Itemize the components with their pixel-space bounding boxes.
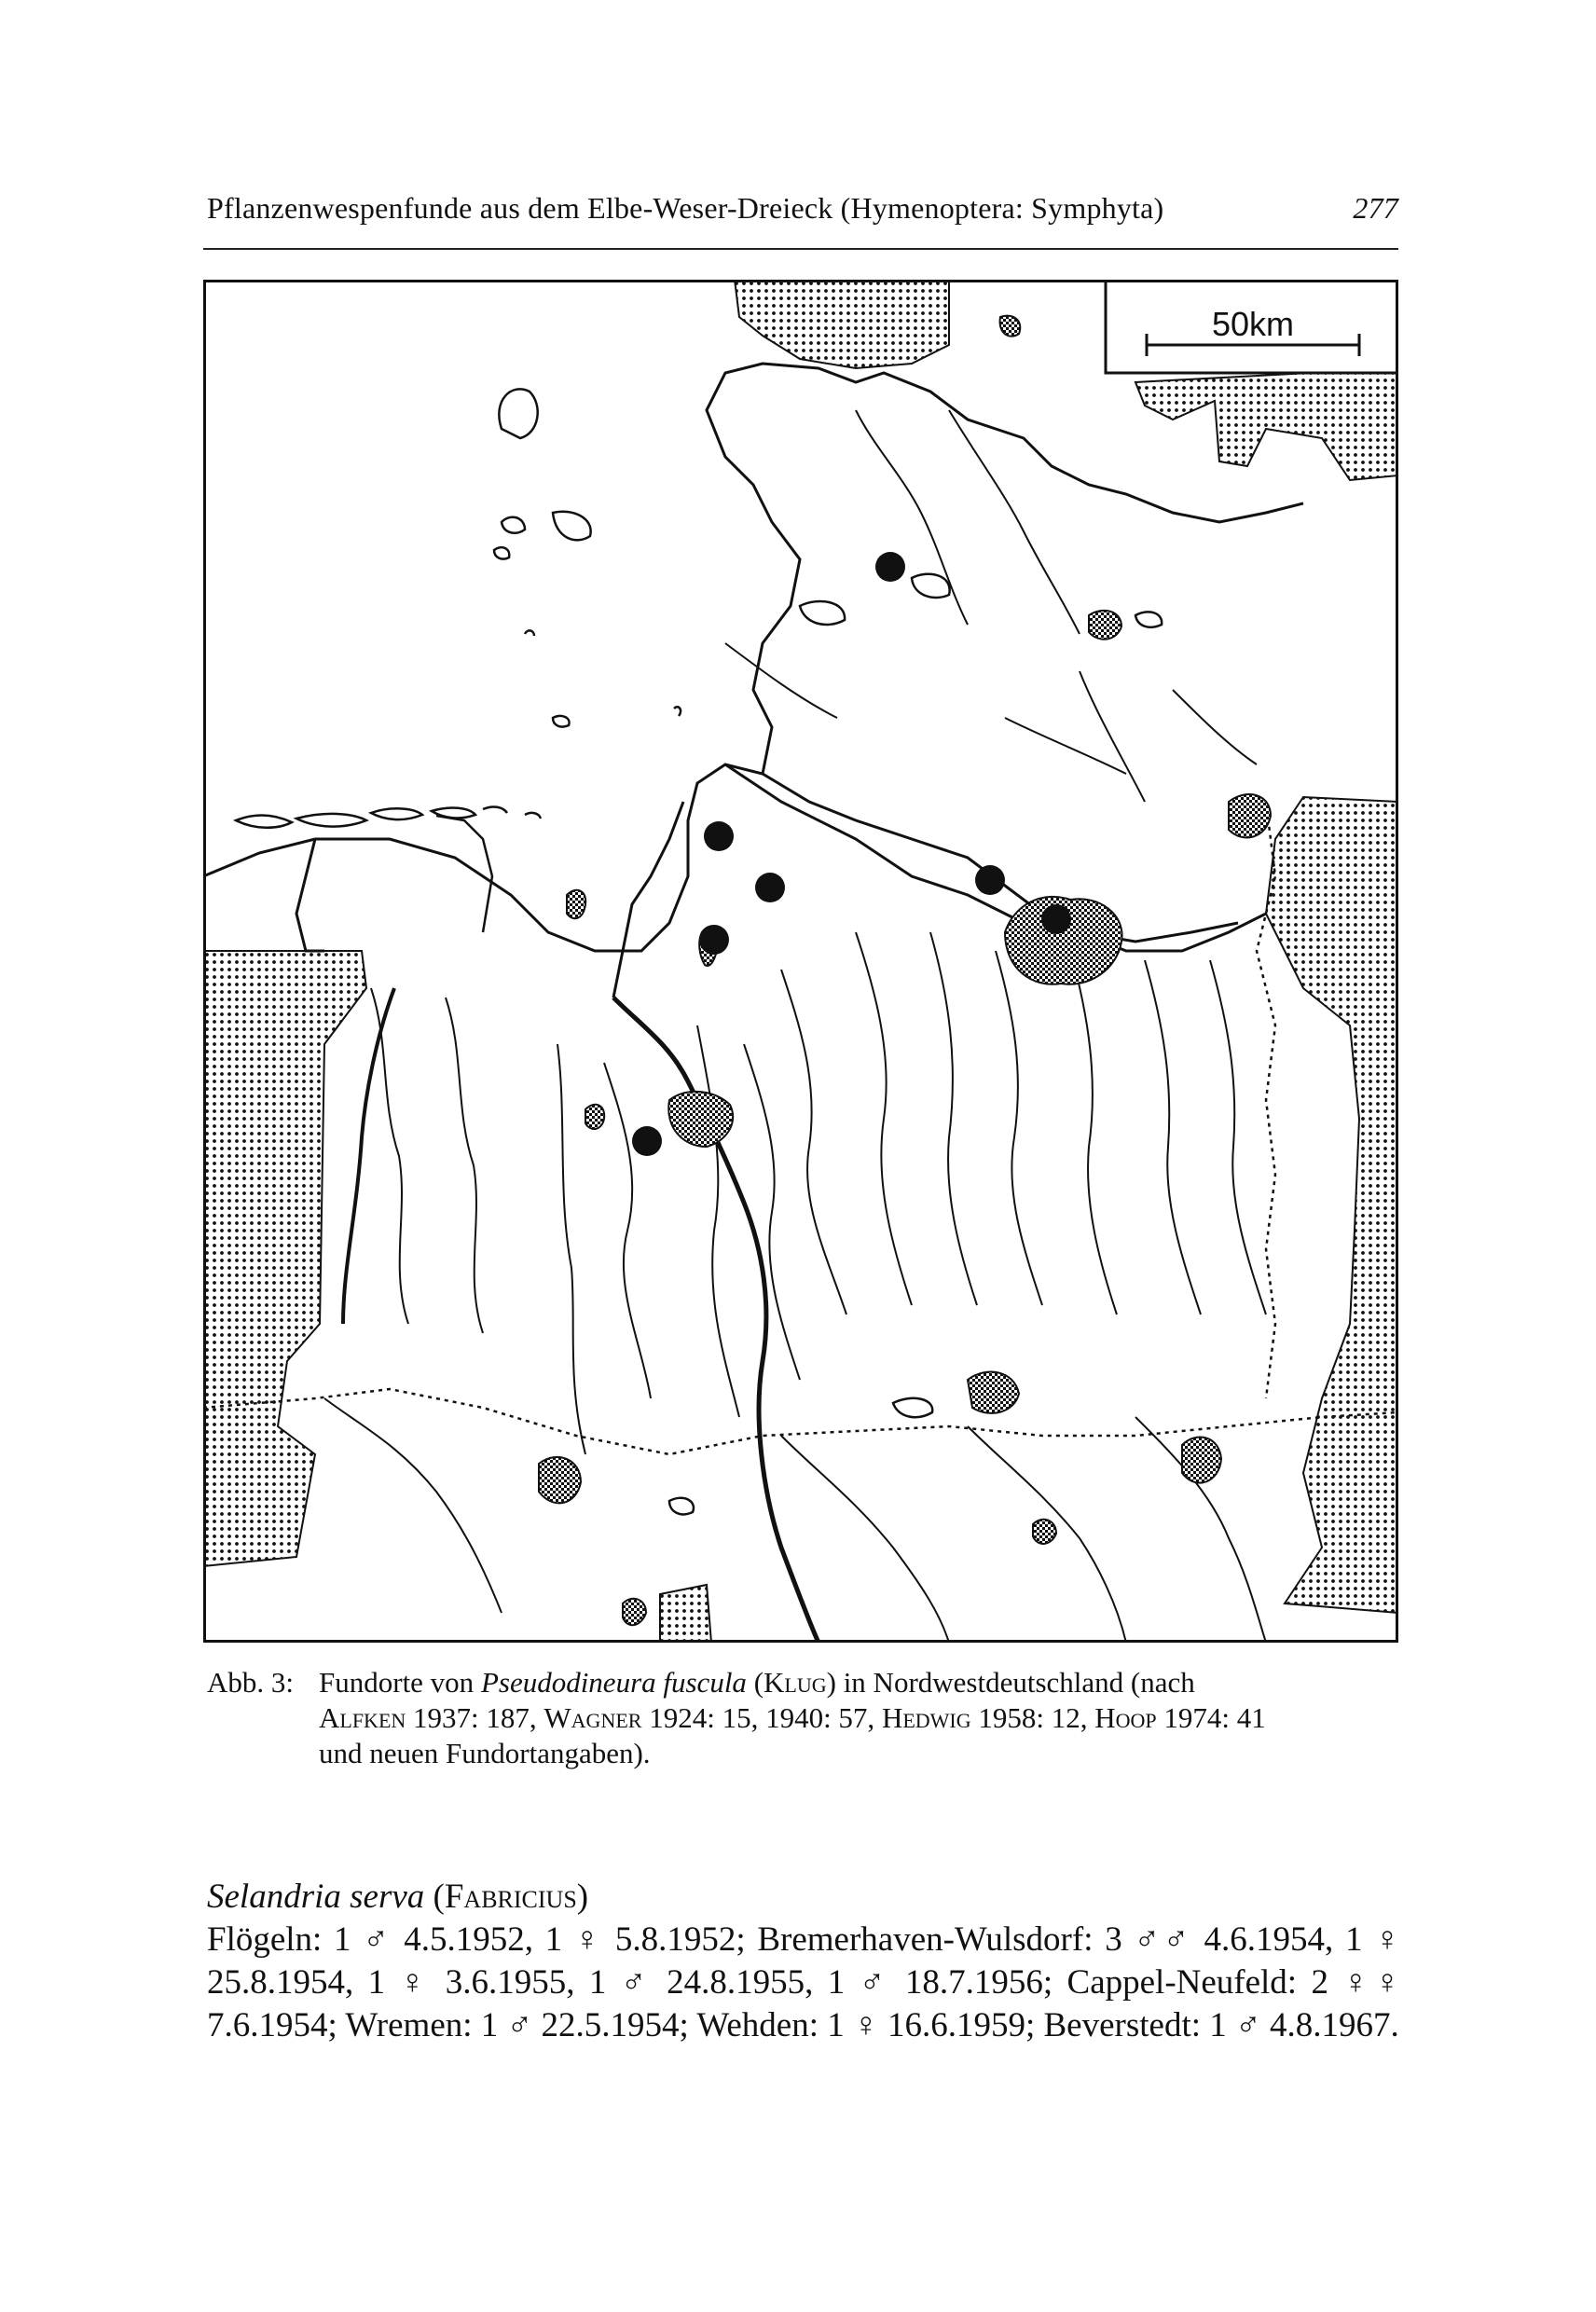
ref-author: Hoop: [1094, 1701, 1157, 1734]
caption-label: Abb. 3:: [207, 1666, 294, 1699]
dotted-border-south: [203, 1389, 1398, 1454]
caption-text: ) in Nordwestdeutschland (nach: [826, 1666, 1195, 1699]
ref-text: 1924: 15, 1940: 57,: [641, 1701, 882, 1734]
caption-text: Fundorte von: [319, 1666, 481, 1699]
fundort-marker: [631, 1160, 633, 1162]
dotted-area-south: [660, 1585, 711, 1643]
dotted-area-northeast: [1135, 368, 1398, 480]
fundort-marker: [704, 821, 734, 851]
caption-species: Pseudodineura fuscula: [480, 1666, 747, 1699]
dotted-area-east: [1266, 797, 1398, 1613]
east-frisian-islands: [236, 806, 541, 827]
fundort-marker: [875, 552, 905, 582]
running-header: [207, 191, 1398, 226]
lakes: [669, 574, 1162, 1515]
city-oldenburg: [585, 1105, 604, 1129]
fundort-marker: [755, 873, 785, 902]
fundorte-markers: [631, 552, 1071, 1162]
running-title: Pflanzenwespenfunde aus dem Elbe-Weser-Dreieck (Hymenoptera: Symphyta): [207, 191, 1164, 225]
ref-author: Wagner: [543, 1701, 642, 1734]
city-osnabrueck: [539, 1457, 581, 1503]
ref-text: 1958: 12,: [970, 1701, 1095, 1734]
city-kiel: [1089, 611, 1121, 640]
ref-author: Hedwig: [881, 1701, 971, 1734]
coastline-west-bay: [296, 839, 324, 951]
ref-text: 1937: 187,: [406, 1701, 544, 1734]
city-luebeck: [1229, 794, 1271, 837]
caption-line-1: [319, 1665, 1400, 1700]
city-bremen: [668, 1092, 733, 1147]
figure-caption: [207, 1665, 1400, 1771]
western-border: [343, 988, 394, 1324]
caption-author: Klug: [764, 1666, 827, 1699]
city-hildesheim: [1033, 1520, 1056, 1544]
species-heading: [207, 1876, 1400, 1919]
rivers: [324, 410, 1266, 1643]
dotted-area-west: [203, 951, 366, 1566]
weser-estuary: [613, 802, 683, 998]
header-rule: [203, 248, 1398, 250]
species-paren: ): [576, 1878, 589, 1916]
city-flensburg: [1000, 316, 1021, 337]
city-wilhelmshaven: [567, 890, 585, 918]
north-frisian-islands: [494, 389, 681, 726]
scale-box: [1106, 280, 1398, 373]
species-paren: (: [424, 1878, 445, 1916]
fundort-marker: [975, 865, 1005, 895]
scale-label: 50km: [1211, 305, 1295, 343]
coastline-north: [707, 364, 1303, 774]
fundort-marker: [1041, 904, 1071, 934]
species-records: Flögeln: 1 ♂ 4.5.1952, 1 ♀ 5.8.1952; Bremerhaven-Wulsdorf: 3 ♂♂ 4.6.1954, 1 ♀ 25.8.1954, 1 ♀ 3.6.1955, 1 ♂ 24.8.1955, 1 ♂ 18.7.1956; Cappel-Neufeld: 2 ♀♀ 7.6.1954; Wremen: 1 ♂ 22.5.1954; Wehden: 1 ♀ 16.6.1959; Beverstedt: 1 ♂ 4.8.1967.: [207, 1920, 1400, 2044]
ref-text: 1974: 41: [1156, 1701, 1266, 1734]
city-bielefeld: [623, 1599, 646, 1625]
species-name: Selandria serva: [207, 1878, 425, 1916]
fundort-marker: [632, 1126, 662, 1156]
species-author: Fabricius: [444, 1878, 577, 1916]
caption-text: (: [746, 1666, 764, 1699]
ref-author: Alfken: [319, 1701, 406, 1734]
page-number: 277: [1353, 191, 1398, 225]
map-frame: [205, 282, 1397, 1642]
species-entry: [207, 1876, 1400, 2047]
city-hannover: [968, 1372, 1019, 1413]
caption-line-2: [207, 1700, 1400, 1736]
elbe-estuary: [725, 764, 1238, 942]
caption-line-3: und neuen Fundortangaben).: [319, 1737, 651, 1769]
city-braunschweig: [1182, 1438, 1221, 1483]
distribution-map: [203, 280, 1398, 1643]
jade-bay: [436, 816, 492, 932]
fundort-marker: [699, 925, 729, 955]
dotted-area-denmark: [735, 280, 949, 368]
